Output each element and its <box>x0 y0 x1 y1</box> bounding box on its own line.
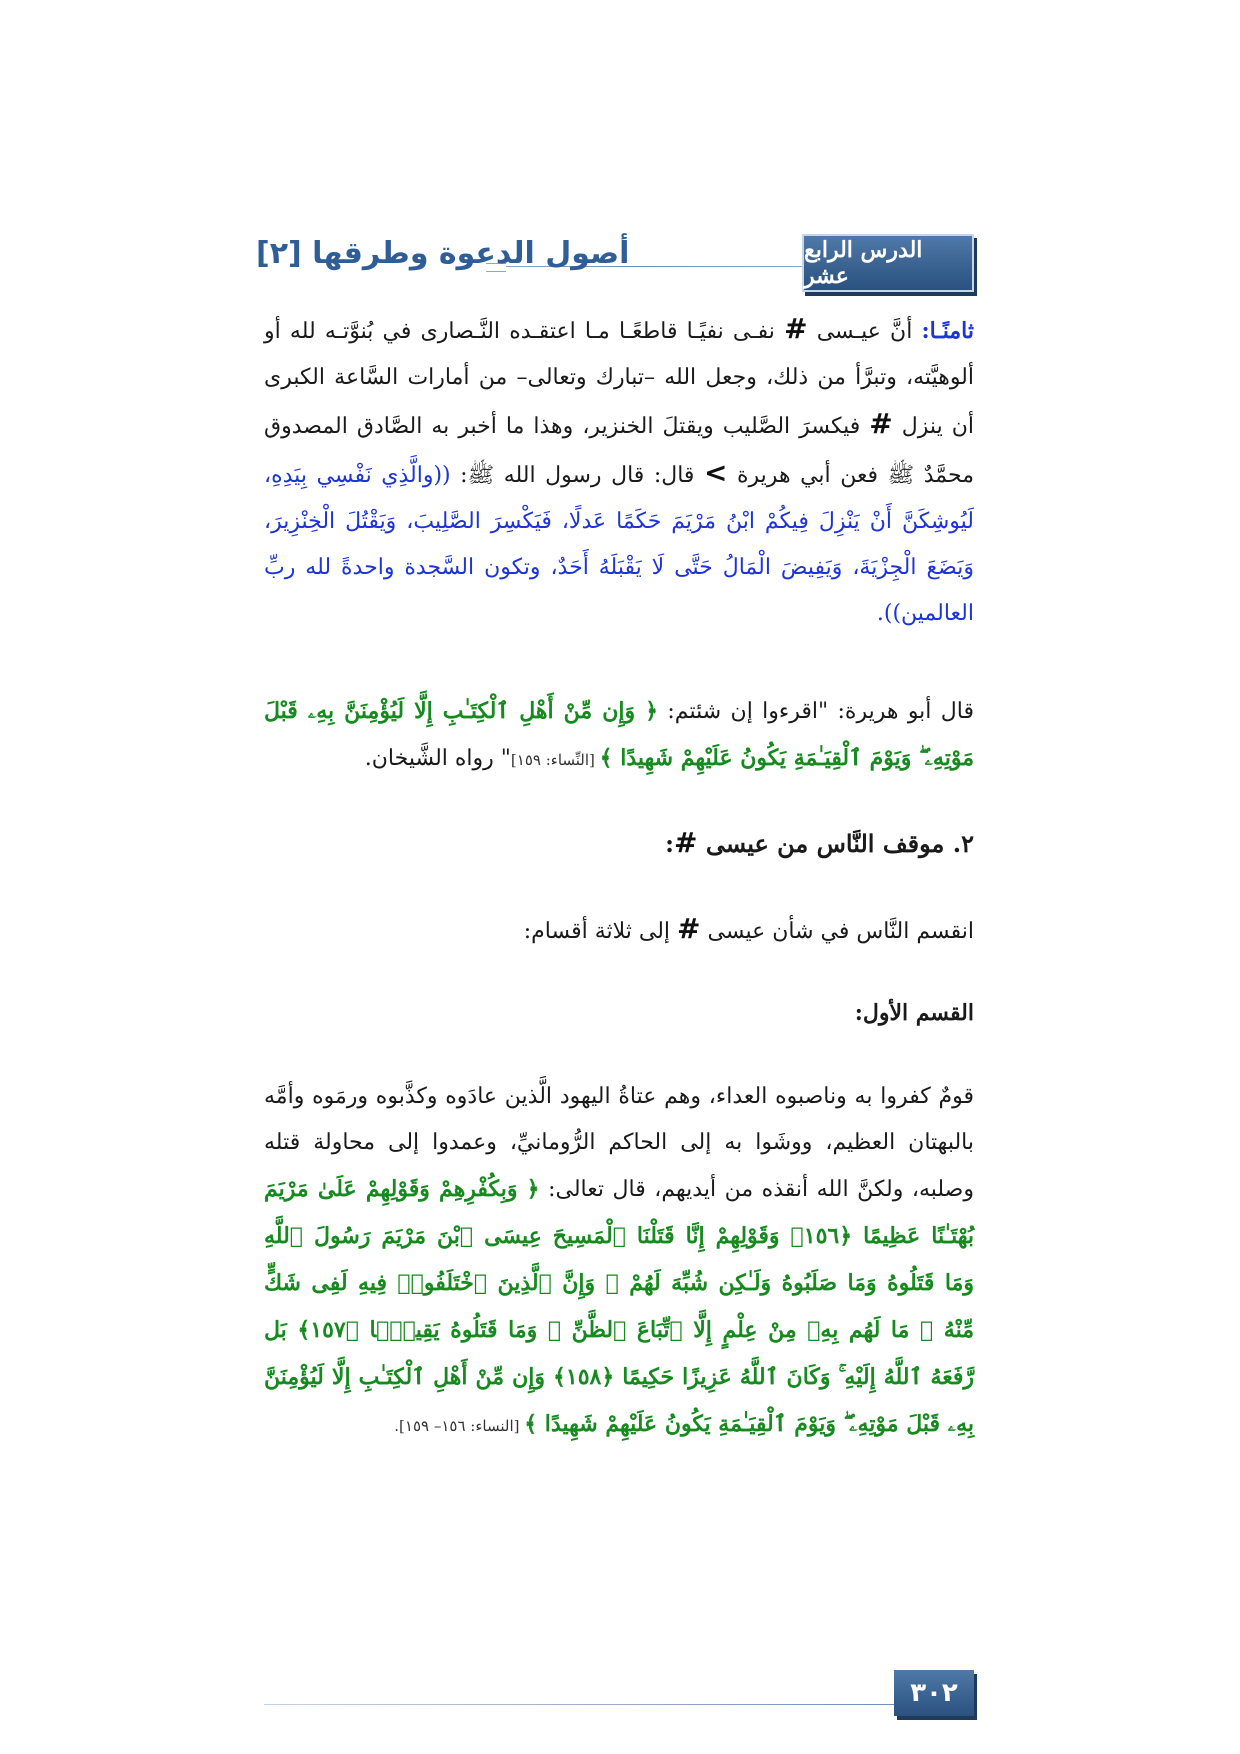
part-one-paragraph <box>264 1074 974 1449</box>
part-one-heading-block <box>264 990 974 1036</box>
honorific-symbol: > <box>704 456 728 489</box>
part-one-body <box>264 1074 974 1449</box>
quote-paragraph <box>264 688 974 783</box>
honorific-symbol: # <box>784 312 808 345</box>
heading-text: ٢. موقف النَّاس من عيسى <box>697 829 974 858</box>
text-segment: قال: قال رسول الله ﷺ: <box>450 463 704 488</box>
footer-rule <box>264 1704 904 1705</box>
section-eighth <box>264 306 974 637</box>
text-segment: نفـى نفيًـا قاطعًـا مـا اعتقـده النَّـصارى في بُنوَّتـه لله أو ألوهيَّته، وتبرَّأ من ذلك، وجعل الله –تبارك وتعالى– من أمارات السَّاعة الكبرى أن ينزل <box>264 319 974 439</box>
section-eighth-label: ثامنًـا: <box>921 318 974 344</box>
intro-paragraph <box>264 906 974 955</box>
quote-end: " رواه الشَّيخان. <box>364 746 511 771</box>
honorific-symbol: # <box>677 912 701 945</box>
part-one-heading: القسم الأول: <box>854 1000 974 1026</box>
heading-colon: : <box>665 829 674 858</box>
verse-reference: [النساء: ١٥٦– ١٥٩]. <box>394 1417 525 1435</box>
section-two-heading <box>264 820 974 867</box>
text-segment: انقسم النَّاس في شأن عيسى <box>700 919 974 944</box>
text-segment: إلى ثلاثة أقسام: <box>523 919 678 944</box>
honorific-symbol: # <box>869 407 893 440</box>
section-two-heading-block <box>264 820 974 867</box>
honorific-symbol: # <box>674 826 698 859</box>
book-title: أصول الدعوة وطرقها [٢] <box>256 236 630 271</box>
hadith-text: ((والَّذِي نَفْسِي بِيَدِهِ، لَيُوشِكَنَّ أَنْ يَنْزِلَ فِيكُمْ ابْنُ مَرْيَمَ حَكَمًا عَدلًا، فَيَكْسِرَ الصَّلِيبَ، وَيَقْتُلَ الْخِنْزِيرَ، وَيَضَعَ الْجِزْيَةَ، وَيَفِيضَ الْمَالُ حَتَّى لَا يَقْبَلَهُ أَحَدٌ، وتكون السَّجدة واحدةً لله ربِّ العالمين)). <box>264 463 974 626</box>
quran-verse: ﴿ وَبِكُفْرِهِمْ وَقَوْلِهِمْ عَلَىٰ مَرْيَمَ بُهْتَـٰنًا عَظِيمًا ﴿١٥٦﴾ وَقَوْلِهِمْ إِنَّا قَتَلْنَا ٱلْمَسِيحَ عِيسَى ٱبْنَ مَرْيَمَ رَسُولَ ٱللَّهِ وَمَا قَتَلُوهُ وَمَا صَلَبُوهُ وَلَـٰكِن شُبِّهَ لَهُمْ ۚ وَإِنَّ ٱلَّذِينَ ٱخْتَلَفُوا۟ فِيهِ لَفِى شَكٍّ مِّنْهُ ۚ مَا لَهُم بِهِۦ مِنْ عِلْمٍ إِلَّا ٱتِّبَاعَ ٱلظَّنِّ ۚ وَمَا قَتَلُوهُ يَقِينًۢا ﴿١٥٧﴾ بَل رَّفَعَهُ ٱللَّهُ إِلَيْهِ ۚ وَكَانَ ٱللَّهُ عَزِيزًا حَكِيمًا ﴿١٥٨﴾ وَإِن مِّنْ أَهْلِ ٱلْكِتَـٰبِ إِلَّا لَيُؤْمِنَنَّ بِهِۦ قَبْلَ مَوْتِهِۦ ۖ وَيَوْمَ ٱلْقِيَـٰمَةِ يَكُونُ عَلَيْهِمْ شَهِيدًا ﴾ <box>264 1176 974 1437</box>
quran-verse: ﴿ وَإِن مِّنْ أَهْلِ ٱلْكِتَـٰبِ إِلَّا لَيُؤْمِنَنَّ بِهِۦ قَبْلَ مَوْتِهِۦ ۖ وَيَوْمَ ٱلْقِيَـٰمَةِ يَكُونُ عَلَيْهِمْ شَهِيدًا ﴾ <box>264 698 974 771</box>
abu-hurayra-quote <box>264 688 974 783</box>
text-segment: فيكسرَ الصَّليب ويقتلَ الخنزير، وهذا ما أخبر به الصَّادق المصدوق محمَّدٌ ﷺ فعن أبي هريرة <box>264 414 974 488</box>
verse-reference: [النِّساء: ١٥٩] <box>510 751 600 769</box>
section-eighth-paragraph <box>264 306 974 637</box>
text-segment: أنَّ عيـسى <box>807 319 922 344</box>
text-segment: قومٌ كفروا به وناصبوه العداء، وهم عتاةُ اليهود الَّذين عادَوه وكذَّبوه ورمَوه وأمَّه بالبهتان العظيم، ووشَوا به إلى الحاكم الرُّومانيِّ، وعمدوا إلى محاولة قتله وصلبه، ولكنَّ الله أنقذه من أيديهم، قال تعالى: <box>264 1084 974 1202</box>
page-number: ٣٠٢ <box>894 1670 974 1716</box>
quote-intro: قال أبو هريرة: "اقرءوا إن شئتم: <box>658 699 974 724</box>
lesson-label: الدرس الرابع عشر <box>802 234 974 292</box>
page-header <box>256 230 974 290</box>
section-two-intro <box>264 906 974 955</box>
